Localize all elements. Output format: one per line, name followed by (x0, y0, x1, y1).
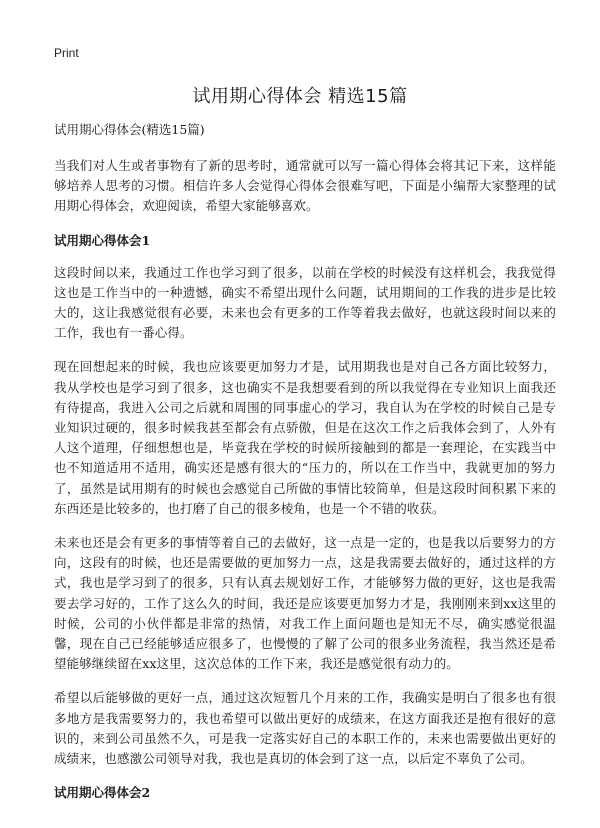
section-1-paragraph-4: 希望以后能够做的更好一点，通过这次短暂几个月来的工作，我确实是明白了很多也有很多地方是我需要努力的，我也希望可以做出更好的成绩来，在这方面我还是抱有很好的意识的，来到公司虽然不久，可是我一定落实好自己的本职工作的，未来也需要做出更好的成绩来，也感激公司领导对我，我也是真切的体会到了这一点，以后定不辜负了公司。 (54, 690, 556, 767)
page-title: 试用期心得体会 精选15篇 (192, 86, 408, 107)
section-heading-2: 试用期心得体会2 (54, 785, 151, 801)
section-1-paragraph-1: 这段时间以来，我通过工作也学习到了很多，以前在学校的时候没有这样机会，我我觉得这也是工作当中的一种遗憾，确实不希望出现什么问题，试用期间的工作我的进步是比较大的，这让我感觉很有必要，未来也会有更多的工作等着我去做好，也就这段时间以来的工作，我也有一番心得。 (54, 264, 556, 341)
document-subtitle: 试用期心得体会(精选15篇) (54, 122, 205, 137)
document-body (54, 120, 556, 815)
print-link[interactable]: Print (54, 46, 79, 60)
section-heading-1: 试用期心得体会1 (54, 232, 151, 248)
section-1-paragraph-2: 现在回想起来的时候，我也应该要更加努力才是，试用期我也是对自己各方面比较努力，我从学校也是学习到了很多，这也确实不是我想要看到的所以我觉得在专业知识上面我还有待提高，我进入公司之后就和周围的同事虚心的学习，我自认为在学校的时候自己是专业知识过硬的，很多时候我甚至都会有点骄傲，但是在这次工作之后我体会到了，人外有人这个道理，仔细想想也是，毕竟我在学校的时候所接触到的都是一套理论，在实践当中也不知道适用不适用，确实还是感有很大的“压力的，所以在工作当中，我就更加的努力了，虽然是试用期有的时候也会感觉自己所做的事情比较简单，但是这段时间积累下来的东西还是比较多的，也打磨了自己的很多棱角，也是一个不错的收获。 (54, 359, 556, 516)
intro-paragraph: 当我们对人生或者事物有了新的思考时，通常就可以写一篇心得体会将其记下来，这样能够培养人思考的习惯。相信许多人会觉得心得体会很难写吧，下面是小编帮大家整理的试用期心得体会，欢迎阅读，希望大家能够喜欢。 (54, 158, 556, 214)
section-1-paragraph-3: 未来也还是会有更多的事情等着自己的去做好，这一点是一定的，也是我以后要努力的方向，这段有的时候，也还是需要做的更加努力一点，这是我需要去做好的，通过这样的方式，我也是学习到了的很多，只有认真去规划好工作，才能够努力做的更好，这也是我需要去学习好的，工作了这么久的时间，我还是应该要更加努力才是，我刚刚来到xx这里的时候，公司的小伙伴都是非常的热情，对我工作上面问题也是知无不尽，确实感觉很温馨，现在自己已经能够适应很多了，也慢慢的了解了公司的很多业务流程，我当然还是希望能够继续留在xx这里，这次总体的工作下来，我还是感觉很有动力的。 (54, 535, 556, 672)
